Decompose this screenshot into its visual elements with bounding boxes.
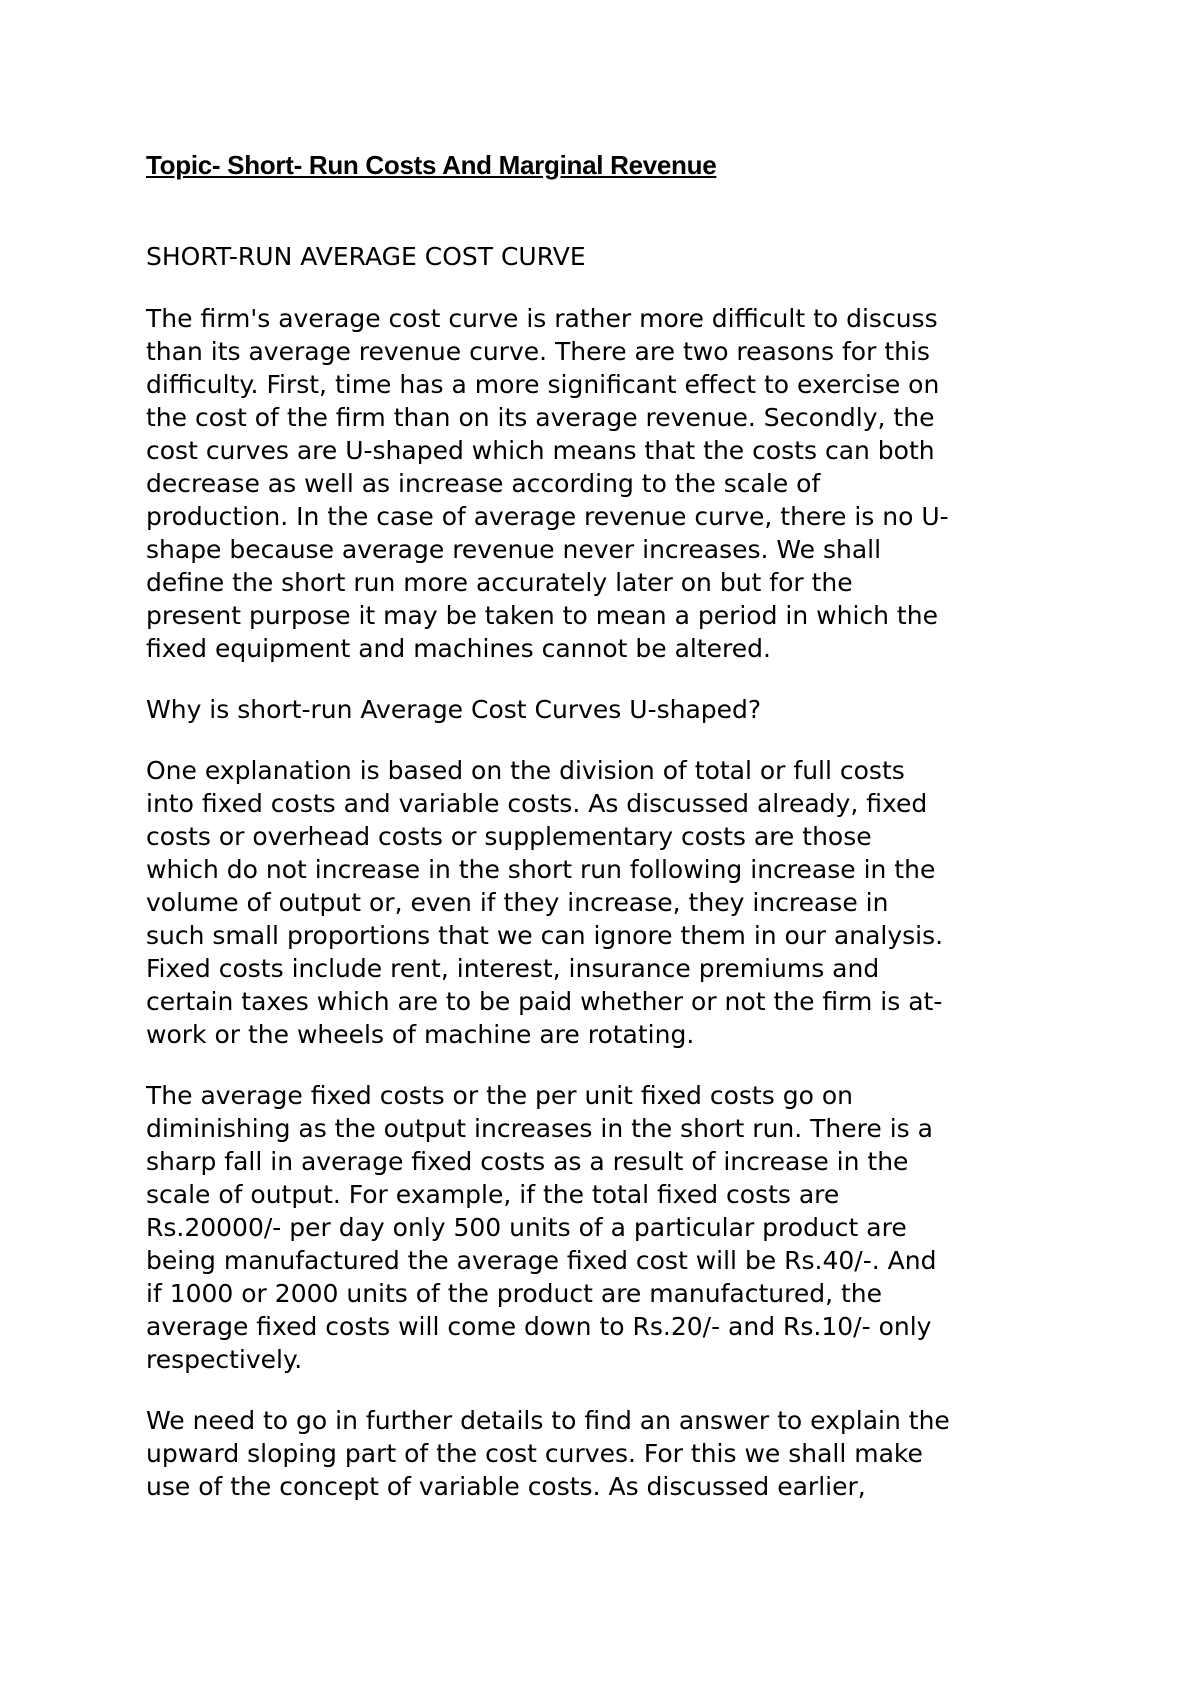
paragraph-line: The average fixed costs or the per unit fixed costs go on	[146, 1081, 853, 1110]
paragraph-line: scale of output. For example, if the total fixed costs are	[146, 1180, 840, 1209]
paragraph-line: respectively.	[146, 1345, 303, 1374]
section-heading: SHORT-RUN AVERAGE COST CURVE	[146, 242, 586, 271]
paragraph-line: such small proportions that we can ignore them in our analysis.	[146, 921, 944, 950]
paragraph	[146, 693, 1076, 726]
paragraph-line: decrease as well as increase according to the scale of	[146, 469, 821, 498]
paragraph-line: Rs.20000/- per day only 500 units of a particular product are	[146, 1213, 907, 1242]
paragraph-line: cost curves are U-shaped which means that the costs can both	[146, 436, 935, 465]
paragraph-line: being manufactured the average fixed cost will be Rs.40/-. And	[146, 1246, 937, 1275]
paragraph	[146, 1079, 1076, 1376]
paragraph	[146, 1404, 1076, 1503]
paragraph-line: average fixed costs will come down to Rs.20/- and Rs.10/- only	[146, 1312, 932, 1341]
paragraph-line: define the short run more accurately later on but for the	[146, 568, 853, 597]
document-body	[146, 302, 1076, 1503]
paragraph-line: sharp fall in average fixed costs as a result of increase in the	[146, 1147, 909, 1176]
paragraph-line: the cost of the firm than on its average revenue. Secondly, the	[146, 403, 935, 432]
document-title: Topic- Short- Run Costs And Marginal Revenue	[146, 150, 717, 180]
paragraph-line: than its average revenue curve. There are two reasons for this	[146, 337, 930, 366]
paragraph-line: certain taxes which are to be paid whether or not the firm is at-	[146, 987, 943, 1016]
paragraph-line: difficulty. First, time has a more significant effect to exercise on	[146, 370, 940, 399]
paragraph-line: production. In the case of average revenue curve, there is no U-	[146, 502, 949, 531]
paragraph-line: which do not increase in the short run following increase in the	[146, 855, 936, 884]
paragraph-line: volume of output or, even if they increase, they increase in	[146, 888, 889, 917]
paragraph-line: fixed equipment and machines cannot be altered.	[146, 634, 771, 663]
paragraph-line: Fixed costs include rent, interest, insurance premiums and	[146, 954, 880, 983]
paragraph-line: Why is short-run Average Cost Curves U-shaped?	[146, 695, 762, 724]
paragraph-line: The firm's average cost curve is rather more difficult to discuss	[146, 304, 938, 333]
paragraph	[146, 302, 1076, 665]
paragraph-line: shape because average revenue never increases. We shall	[146, 535, 882, 564]
document-page	[146, 148, 1076, 1531]
paragraph	[146, 754, 1076, 1051]
paragraph-line: work or the wheels of machine are rotating.	[146, 1020, 695, 1049]
paragraph-line: upward sloping part of the cost curves. For this we shall make	[146, 1439, 923, 1468]
paragraph-line: use of the concept of variable costs. As discussed earlier,	[146, 1472, 866, 1501]
paragraph-line: into fixed costs and variable costs. As discussed already, fixed	[146, 789, 928, 818]
paragraph-line: present purpose it may be taken to mean a period in which the	[146, 601, 938, 630]
paragraph-line: We need to go in further details to find an answer to explain the	[146, 1406, 950, 1435]
paragraph-line: One explanation is based on the division of total or full costs	[146, 756, 905, 785]
paragraph-line: costs or overhead costs or supplementary costs are those	[146, 822, 872, 851]
paragraph-line: if 1000 or 2000 units of the product are manufactured, the	[146, 1279, 883, 1308]
paragraph-line: diminishing as the output increases in the short run. There is a	[146, 1114, 933, 1143]
